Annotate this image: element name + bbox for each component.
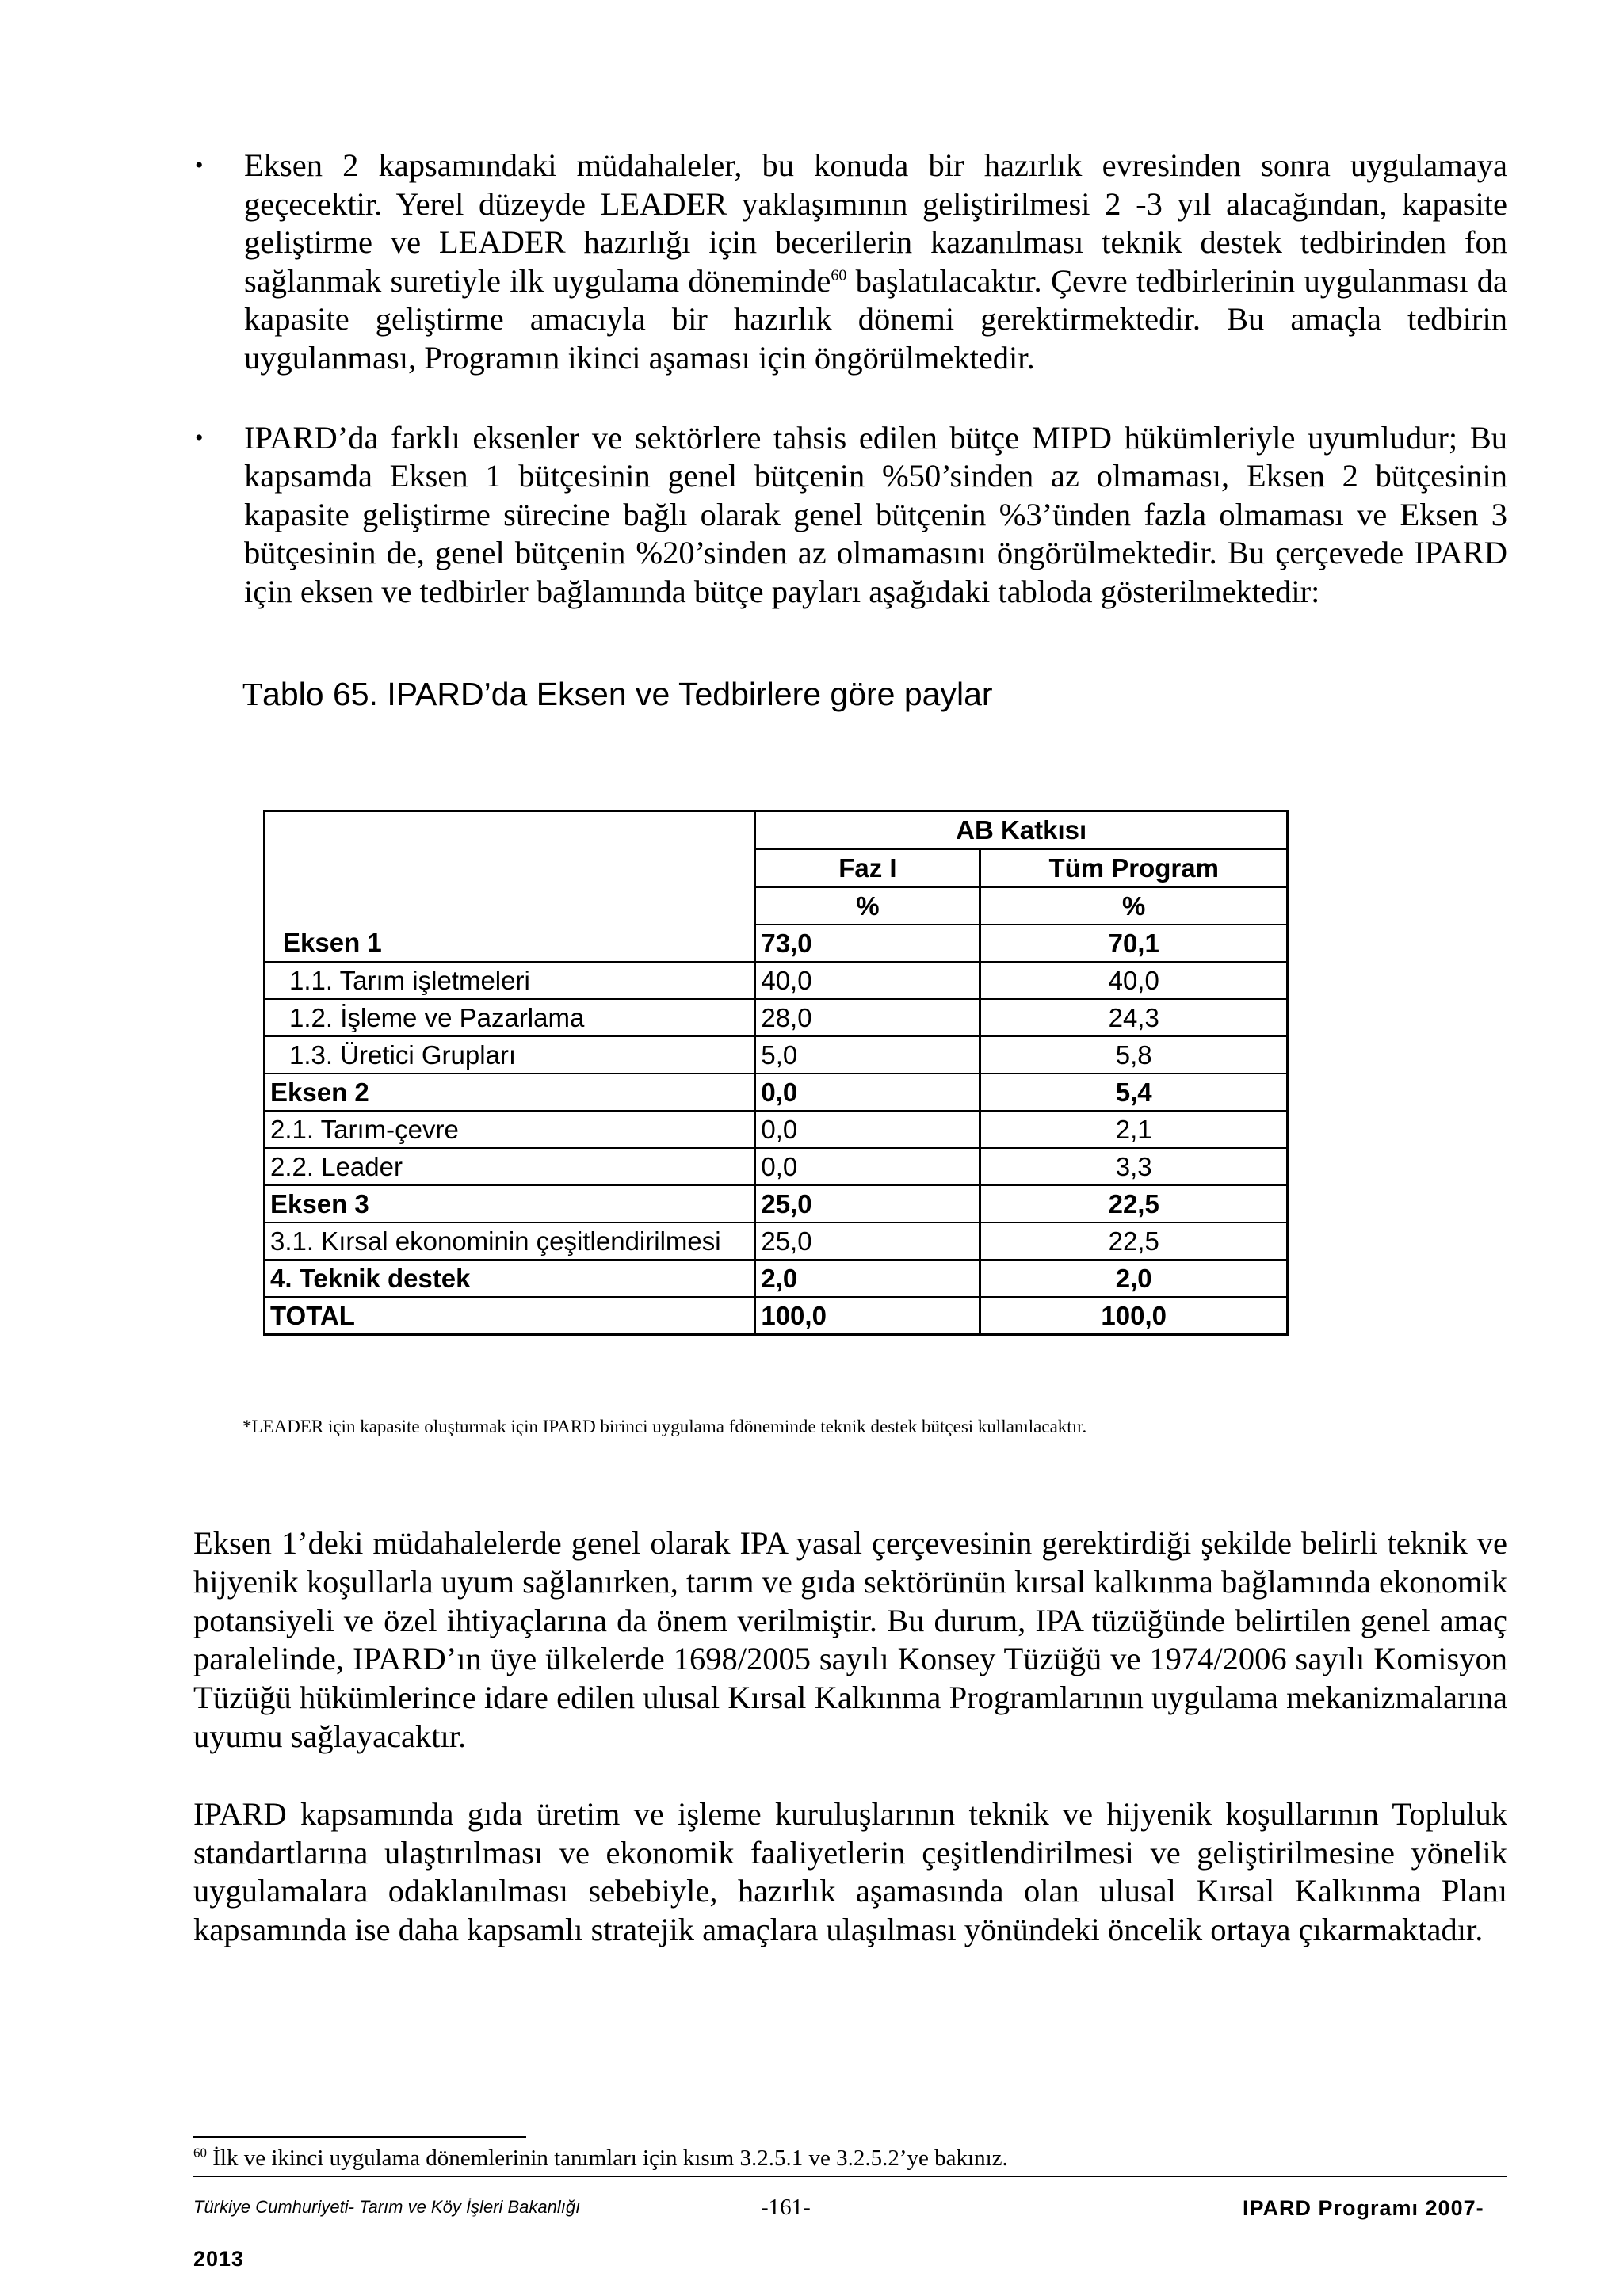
paragraph: IPARD kapsamında gıda üretim ve işleme kuruluşlarının teknik ve hijyenik koşullarının Topluluk standartlarına ulaştırılması ve ekonomik faaliyetlerin çeşitlendirilmesi ve geliştirilmesine yönelik uygulamalara odaklanılması sebebiyle, hazırlık aşamasında olan ulusal Kırsal Kalkınma Planı kapsamında ise daha kapsamlı stratejik amaçlara ulaşılması yönündeki öncelik ortaya çıkarmaktadır. bbox=[193, 1795, 1507, 1948]
table-row: Eksen 1 73,0 70,1 bbox=[265, 925, 1288, 962]
footnote-divider bbox=[193, 2136, 526, 2138]
bullet-text-cont: başlatılacaktır. Çevre tedbirlerinin uygulanması da kapasite geliştirme amacıyla bir hazırlık dönemi gerektirmektedir. Bu amaçla tedbirin uygulanması, Programın ikinci aşaması için öngörülmektedir. bbox=[244, 262, 1507, 376]
unit-faz: % bbox=[755, 887, 980, 925]
table-row: 3.1. Kırsal ekonominin çeşitlendirilmesi 25,0 22,5 bbox=[265, 1222, 1288, 1260]
table-row-total: TOTAL 100,0 100,0 bbox=[265, 1297, 1288, 1335]
table-row: Eksen 2 0,0 5,4 bbox=[265, 1074, 1288, 1111]
header-group: AB Katkısı bbox=[755, 811, 1288, 849]
table-note: *LEADER için kapasite oluşturmak için IPARD birinci uygulama fdöneminde teknik destek bütçesi kullanılacaktır. bbox=[242, 1417, 1087, 1436]
table-row: 4. Teknik destek 2,0 2,0 bbox=[265, 1260, 1288, 1297]
bullet-item bbox=[190, 419, 1507, 612]
budget-share-table bbox=[263, 810, 1289, 1336]
footer-year: 2013 bbox=[193, 2247, 245, 2271]
footnote-text: İlk ve ikinci uygulama dönemlerinin tanımları için kısım 3.2.5.1 ve 3.2.5.2’ye bakınız. bbox=[207, 2145, 1008, 2171]
footnote-ref[interactable]: 60 bbox=[831, 266, 847, 284]
bullet-item bbox=[190, 147, 1507, 378]
column-header-faz: Faz I bbox=[755, 849, 980, 887]
table-row: Eksen 3 25,0 22,5 bbox=[265, 1185, 1288, 1222]
bullet-text: Eksen 2 kapsamındaki müdahaleler, bu konuda bir hazırlık evresinden sonra uygulamaya geçecektir. Yerel düzeyde LEADER yaklaşımının geliştirilmesi 2 -3 yıl alacağından, kapasite geliştirme ve LEADER hazırlığı için becerilerin kazanılması teknik destek tedbirinden fon sağlanmak suretiyle ilk uygulama döneminde bbox=[244, 147, 1507, 299]
table-row: 2.2. Leader 0,0 3,3 bbox=[265, 1148, 1288, 1185]
footnote-number: 60 bbox=[193, 2145, 207, 2161]
footer-divider bbox=[193, 2176, 1507, 2177]
table-row: 2.1. Tarım-çevre 0,0 2,1 bbox=[265, 1111, 1288, 1148]
footnote bbox=[193, 2145, 1008, 2172]
footer-program: IPARD Programı 2007- bbox=[1243, 2196, 1484, 2220]
table-row: 1.2. İşleme ve Pazarlama 28,0 24,3 bbox=[265, 999, 1288, 1036]
paragraph: Eksen 1’deki müdahalelerde genel olarak IPA yasal çerçevesinin gerektirdiği şekilde belirli teknik ve hijyenik koşullarla uyum sağlanırken, tarım ve gıda sektörünün kırsal kalkınma bağlamında ekonomik potansiyeli ve özel ihtiyaçlarına da önem verilmiştir. Bu durum, IPA tüzüğünde belirtilen genel amaç paralelinde, IPARD’ın üye ülkelerde 1698/2005 sayılı Konsey Tüzüğü ve 1974/2006 sayılı Komisyon Tüzüğü hükümlerince idare edilen ulusal Kırsal Kalkınma Programlarının uygulama mekanizmalarına uyumu sağlayacaktır. bbox=[193, 1525, 1507, 1754]
bullet-list bbox=[190, 147, 1507, 653]
bullet-dot-icon: • bbox=[195, 424, 204, 451]
table-row: 1.1. Tarım işletmeleri 40,0 40,0 bbox=[265, 962, 1288, 999]
column-header-tum: Tüm Program bbox=[980, 849, 1288, 887]
empty-header-cell bbox=[265, 811, 755, 849]
page-number: -161- bbox=[761, 2195, 811, 2220]
bullet-dot-icon: • bbox=[195, 152, 204, 178]
body-text bbox=[193, 1524, 1507, 1989]
bullet-text: IPARD’da farklı eksenler ve sektörlere tahsis edilen bütçe MIPD hükümleriyle uyumludur; Bu kapsamda Eksen 1 bütçesinin genel bütçenin %50’sinden az olmaması, Eksen 2 bütçesinin kapasite geliştirme sürecine bağlı olarak genel bütçenin %3’ünden fazla olmaması ve Eksen 3 bütçesinin de, genel bütçenin %20’sinden az olmamasını öngörülmektedir. Bu çerçevede IPARD için eksen ve tedbirler bağlamında bütçe payları aşağıdaki tabloda gösterilmektedir: bbox=[244, 419, 1507, 609]
table-caption: Tablo 65. IPARD’da Eksen ve Tedbirlere göre paylar bbox=[242, 676, 993, 712]
table-row: 1.3. Üretici Grupları 5,0 5,8 bbox=[265, 1036, 1288, 1074]
footer-ministry: Türkiye Cumhuriyeti- Tarım ve Köy İşleri Bakanlığı bbox=[193, 2197, 581, 2217]
unit-tum: % bbox=[980, 887, 1288, 925]
